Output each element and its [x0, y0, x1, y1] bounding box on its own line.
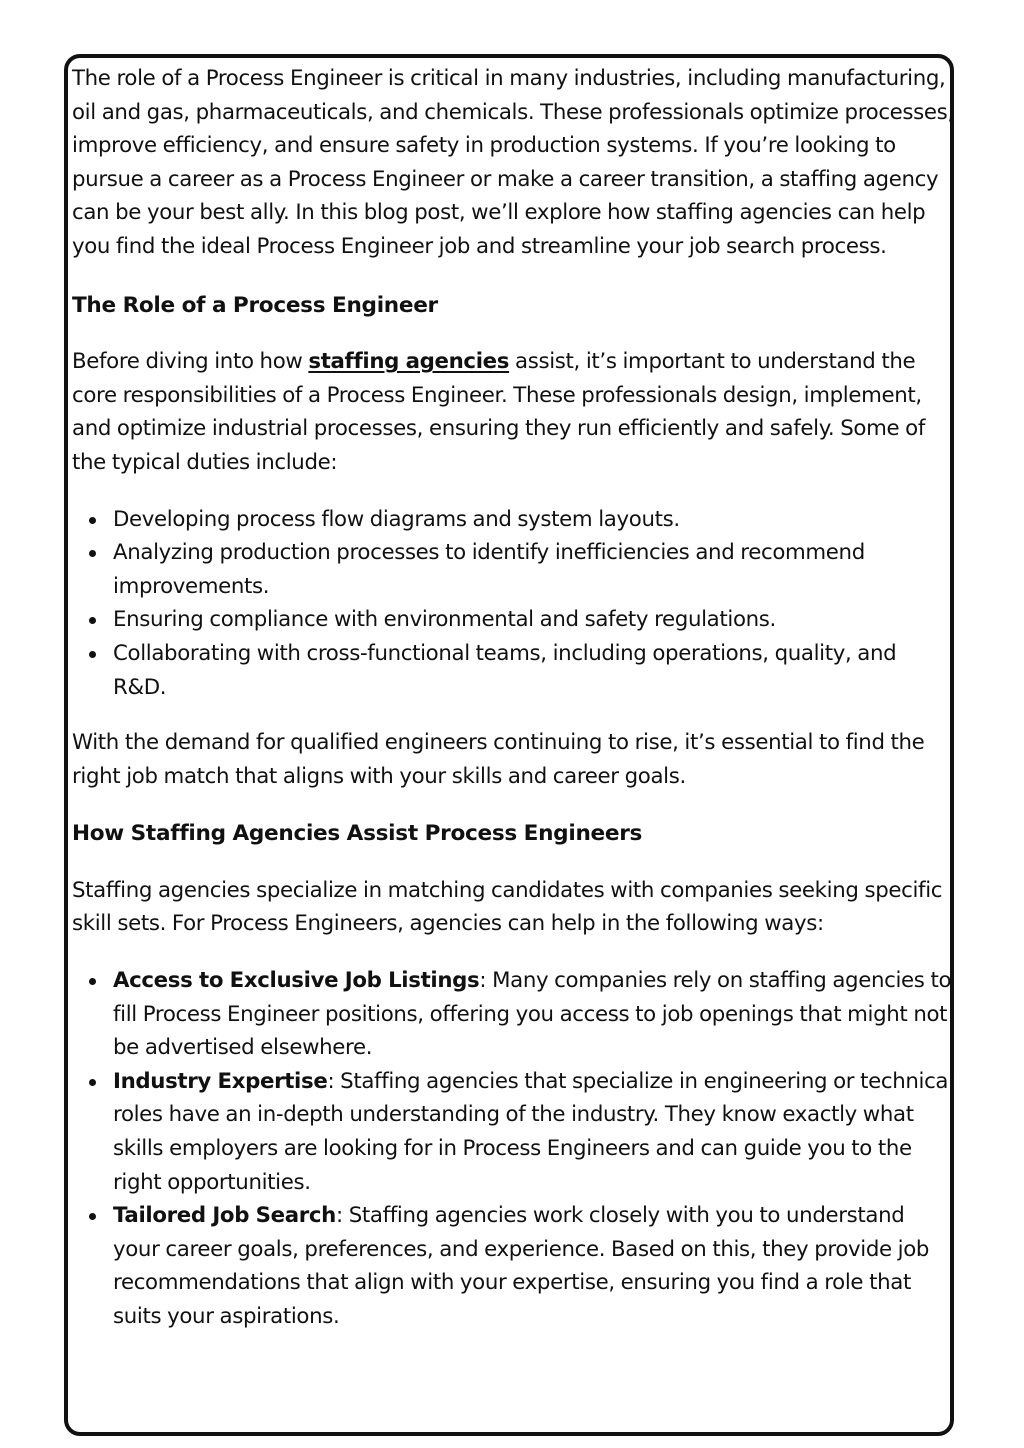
section-heading-role: The Role of a Process Engineer — [72, 292, 438, 318]
intro-paragraph: The role of a Process Engineer is critical in many industries, including manufacturing, oil and gas, pharmaceuticals, and chemicals. These professionals optimize processes, improve efficiency, and ensure safety in production systems. If you’re looking to pursue a career as a Process Engineer or make a career transition, a staffing agency can be your best ally. In this blog post, we’ll explore how staffing agencies can help you find the ideal Process Engineer job and streamline your job search process. — [72, 66, 954, 259]
list-item: Ensuring compliance with environmental and safety regulations. — [72, 603, 954, 637]
benefit-text: : Staffing agencies work closely with you to understand your career goals, preferences, and experience. Based on this, they provide job recommendations that align with your expertise, ensuring you find a role that suits your aspirations. — [113, 1203, 930, 1329]
closing-paragraph: With the demand for qualified engineers continuing to rise, it’s essential to find the right job match that aligns with your skills and career goals. — [72, 730, 925, 789]
list-item: Developing process flow diagrams and system layouts. — [72, 503, 954, 537]
agencies-intro-paragraph: Staffing agencies specialize in matching candidates with companies seeking specific skill sets. For Process Engineers, agencies can help in the following ways: — [72, 877, 943, 937]
benefit-title: Access to Exclusive Job Listings — [113, 968, 480, 994]
duties-list — [72, 503, 954, 705]
article-body — [72, 62, 954, 1334]
list-item: Analyzing production processes to identify inefficiencies and recommend improvements. — [72, 536, 954, 603]
staffing-agencies-link[interactable]: staffing agencies — [308, 349, 510, 375]
benefits-list — [72, 964, 954, 1334]
role-paragraph-lead: Before diving into how — [72, 349, 309, 375]
benefit-text: : Staffing agencies that specialize in engineering or technical roles have an in-depth understanding of the industry. They know exactly what skills employers are looking for in Process Engineers and can guide you to the right opportunities. — [113, 1068, 954, 1195]
list-item — [72, 964, 954, 1065]
list-item — [72, 1065, 954, 1199]
role-paragraph — [72, 345, 954, 479]
benefit-text: : Many companies rely on staffing agencies to fill Process Engineer positions, offering you access to job openings that might not be advertised elsewhere. — [113, 968, 952, 1061]
list-item: Collaborating with cross-functional teams, including operations, quality, and R&D. — [72, 637, 954, 704]
benefit-title: Tailored Job Search — [113, 1203, 336, 1229]
role-paragraph-rest: assist, it’s important to understand the core responsibilities of a Process Engineer. These professionals design, implement, and optimize industrial processes, ensuring they run efficiently and safely. Some of the typical duties include: — [72, 349, 926, 475]
list-item — [72, 1199, 954, 1333]
benefit-title: Industry Expertise — [113, 1068, 328, 1094]
section-heading-agencies: How Staffing Agencies Assist Process Engineers — [72, 821, 643, 847]
